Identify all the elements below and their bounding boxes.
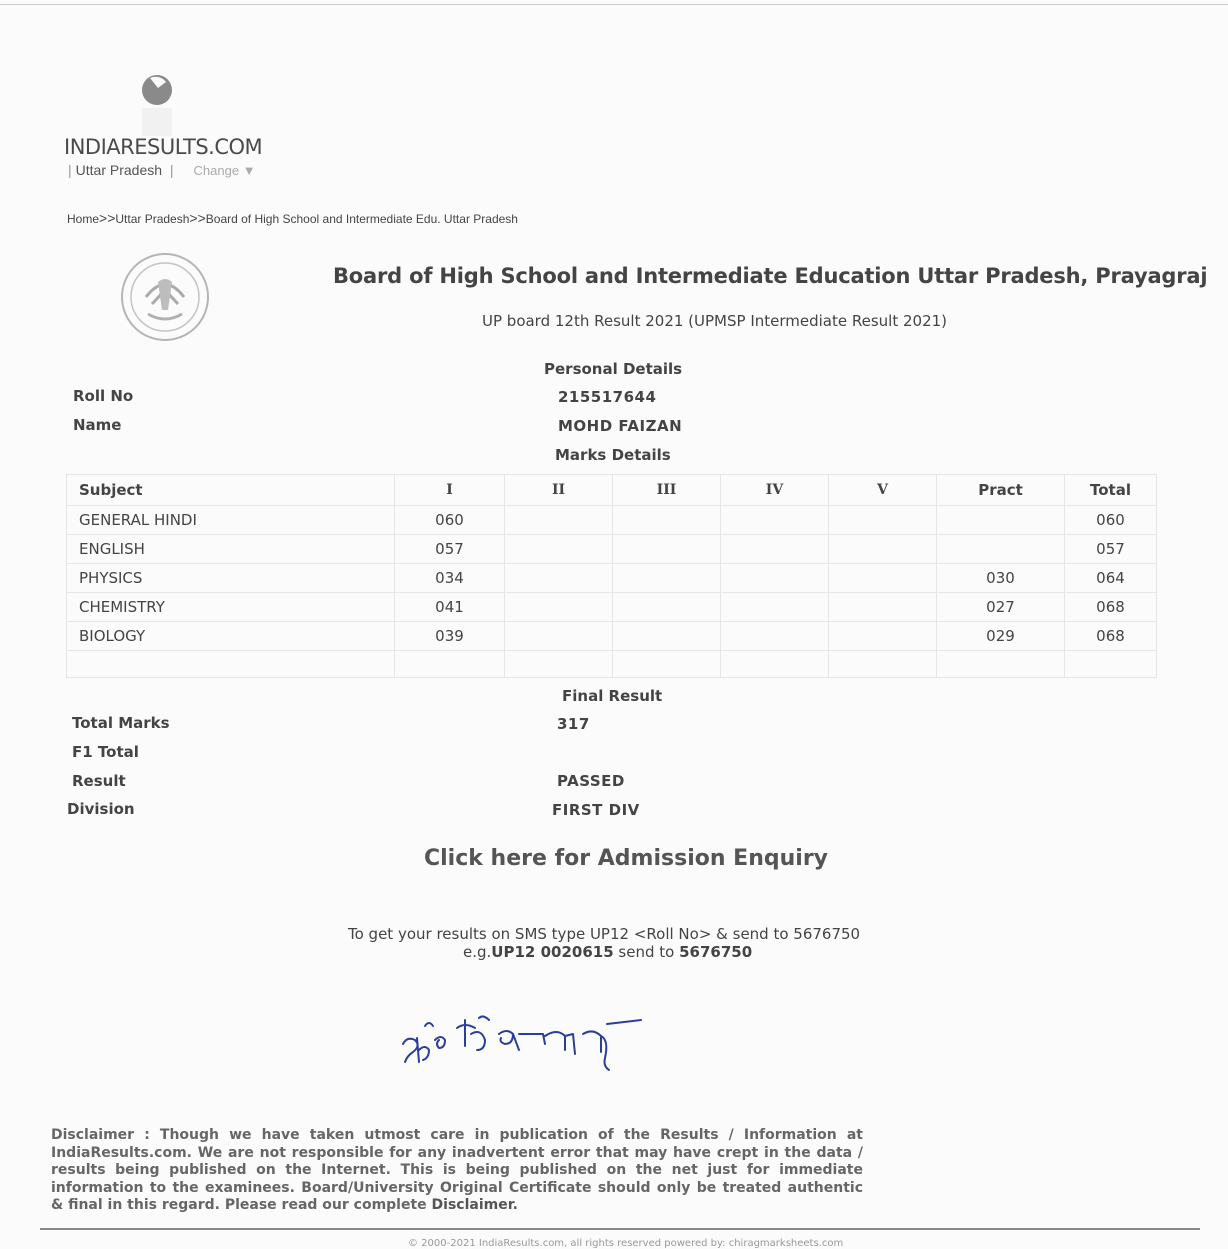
paper-5-mark [829,535,937,564]
practical-mark: 027 [937,593,1065,622]
state-name: Uttar Pradesh [75,162,163,178]
division-label: Division [67,800,135,818]
total-mark: 064 [1065,564,1157,593]
total-mark: 068 [1065,622,1157,651]
paper-4-mark [721,622,829,651]
signature-text: मो० फैजान [395,1010,399,1011]
practical-mark [937,535,1065,564]
total-mark: 068 [1065,593,1157,622]
logo-icon [140,74,174,136]
paper-4-mark [721,593,829,622]
result-label: Result [72,772,126,790]
handwritten-signature [395,1010,645,1072]
name-label: Name [73,416,122,434]
roll-no-value: 215517644 [558,388,657,406]
paper-5-mark [829,506,937,535]
subject-name: CHEMISTRY [67,593,395,622]
paper-4-mark [721,564,829,593]
disclaimer-text: Disclaimer : Though we have taken utmost care in publication of the Results / Information at IndiaResults.com. We are not responsible for any inadvertent error that may have crept in the data / results being published on the Internet. This is being published on the net just for immediate information to the examinees. Board/University Original Certificate should only be treated authentic & final in this regard. Please read our complete Disclaimer. [51,1127,863,1213]
page-title: Board of High School and Intermediate Education Uttar Pradesh, Prayagraj [333,264,1208,288]
paper-3-mark [613,622,721,651]
breadcrumb-state[interactable]: Uttar Pradesh [115,212,190,226]
col-subject: Subject [67,475,395,506]
practical-mark: 030 [937,564,1065,593]
paper-1-mark: 034 [395,564,505,593]
change-state-button[interactable]: Change ▼ [193,163,256,178]
paper-1-mark: 039 [395,622,505,651]
paper-5-mark [829,564,937,593]
paper-3-mark [613,506,721,535]
footer-divider [40,1228,1200,1230]
paper-5-mark [829,593,937,622]
paper-2-mark [505,593,613,622]
top-divider [0,4,1228,5]
subject-name: PHYSICS [67,564,395,593]
state-selector: | Uttar Pradesh | Change ▼ [68,162,256,178]
breadcrumb-home[interactable]: Home [67,212,100,226]
paper-5-mark [829,622,937,651]
subject-name: GENERAL HINDI [67,506,395,535]
up-government-seal-icon [118,252,212,342]
col-paper-5: V [829,475,937,506]
disclaimer-link[interactable]: Disclaimer. [431,1197,518,1213]
paper-2-mark [505,506,613,535]
sms-instructions: To get your results on SMS type UP12 <Roll No> & send to 5676750 [348,925,861,943]
total-mark: 060 [1065,506,1157,535]
admission-enquiry-link[interactable]: Click here for Admission Enquiry [424,846,829,871]
paper-3-mark [613,535,721,564]
marks-header-row [67,475,1157,506]
name-value: MOHD FAIZAN [558,417,683,435]
final-result-heading: Final Result [562,687,663,705]
table-row [67,622,1157,651]
personal-details-heading: Personal Details [544,360,683,378]
division-value: FIRST DIV [552,801,640,819]
paper-3-mark [613,593,721,622]
col-paper-3: III [613,475,721,506]
paper-1-mark: 060 [395,506,505,535]
table-row [67,593,1157,622]
paper-2-mark [505,535,613,564]
marks-table [66,474,1157,678]
col-paper-4: IV [721,475,829,506]
paper-1-mark: 041 [395,593,505,622]
copyright-footer: © 2000-2021 IndiaResults.com, all rights reserved powered by: chiragmarksheets.com [408,1238,844,1249]
table-row-empty [67,651,1157,678]
paper-3-mark [613,564,721,593]
col-paper-1: I [395,475,505,506]
paper-2-mark [505,622,613,651]
col-practical: Pract [937,475,1065,506]
logo-text[interactable]: INDIARESULTS.COM [64,135,263,159]
col-paper-2: II [505,475,613,506]
col-total: Total [1065,475,1157,506]
total-mark: 057 [1065,535,1157,564]
breadcrumb-board[interactable]: Board of High School and Intermediate Edu. Uttar Pradesh [205,212,518,226]
f1-total-label: F1 Total [72,743,139,761]
result-value: PASSED [557,772,625,790]
paper-1-mark: 057 [395,535,505,564]
sms-example-code: UP12 0020615 [491,943,614,961]
paper-2-mark [505,564,613,593]
sms-example: e.g.UP12 0020615 send to 5676750 [463,943,753,961]
marks-details-heading: Marks Details [555,446,671,464]
paper-4-mark [721,535,829,564]
sms-example-number: 5676750 [679,943,753,961]
total-marks-label: Total Marks [72,714,170,732]
table-row [67,506,1157,535]
practical-mark: 029 [937,622,1065,651]
paper-4-mark [721,506,829,535]
table-row [67,535,1157,564]
table-row [67,564,1157,593]
breadcrumb: Home>>Uttar Pradesh>>Board of High School and Intermediate Edu. Uttar Pradesh [67,210,518,226]
subject-name: BIOLOGY [67,622,395,651]
subject-name: ENGLISH [67,535,395,564]
roll-no-label: Roll No [73,387,134,405]
practical-mark [937,506,1065,535]
page-subtitle: UP board 12th Result 2021 (UPMSP Intermediate Result 2021) [482,312,948,330]
total-marks-value: 317 [557,715,590,733]
